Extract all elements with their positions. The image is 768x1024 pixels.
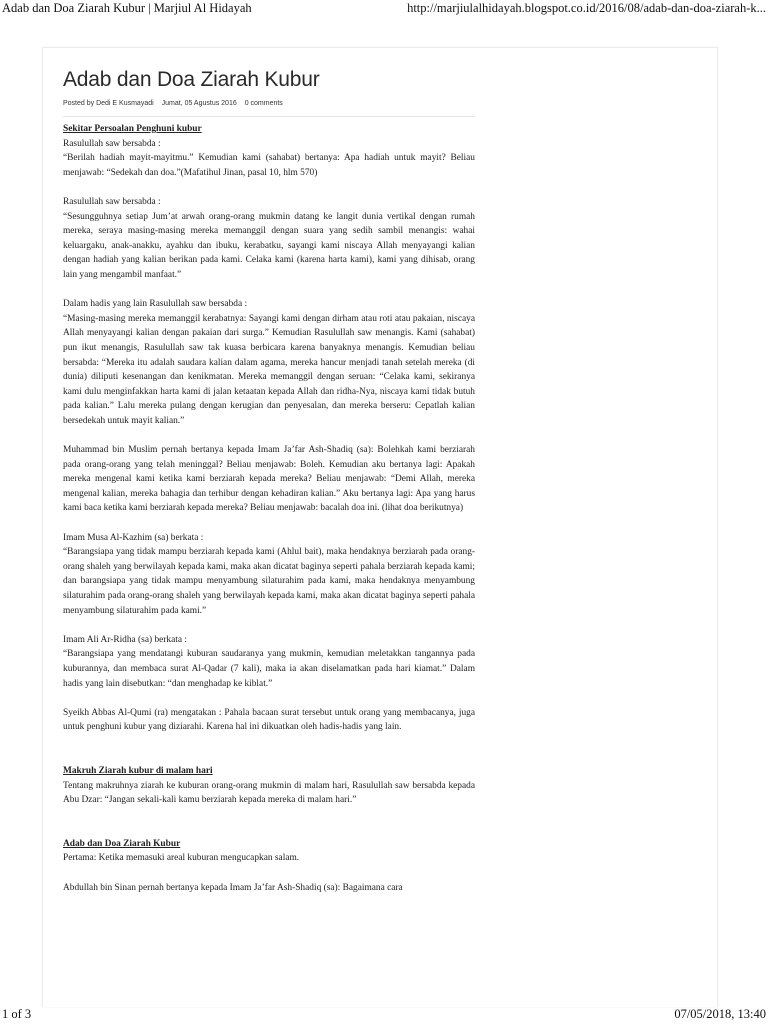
paragraph-label: Dalam hadis yang lain Rasulullah saw bersabda : [63, 299, 248, 310]
print-footer-page: 1 of 3 [2, 1007, 32, 1021]
print-footer-datetime: 07/05/2018, 13:40 [674, 1007, 766, 1021]
post-meta [63, 100, 475, 112]
paragraph-label: Imam Ali Ar-Ridha (sa) berkata : [63, 634, 187, 645]
paragraph: Syeikh Abbas Al-Qumi (ra) mengatakan : Pahala bacaan surat tersebut untuk orang yang membacanya, juga untuk penghuni kubur yang diziarahi. Karena hal ini dikuatkan oleh hadis-hadis yang lain. [63, 707, 475, 733]
paragraph: “Barangsiapa yang mendatangi kuburan saudaranya yang mukmin, kemudian meletakkan tangannya pada kuburannya, dan membaca surat Al-Qadar (7 kali), maka ia akan diselamatkan pada hari kiamat.” Dalam hadis yang lain disebutkan: “dan menghadap ke kiblat.” [63, 649, 475, 689]
paragraph: Tentang makruhnya ziarah ke kuburan orang-orang mukmin di malam hari, Rasulullah saw bersabda kepada Abu Dzar: “Jangan sekali-kali kamu berziarah kepada mereka di malam hari.” [63, 780, 475, 806]
post-date: Jumat, 05 Agustus 2016 [161, 100, 237, 107]
post-card [42, 47, 718, 1007]
section-heading-makruh-ziarah: Makruh Ziarah kubur di malam hari [63, 765, 213, 776]
print-header-title: Adab dan Doa Ziarah Kubur | Marjiul Al Hidayah [2, 1, 252, 15]
print-header-url: http://marjiulalhidayah.blogspot.co.id/2016/08/adab-dan-doa-ziarah-k... [407, 1, 766, 15]
paragraph: “Sesungguhnya setiap Jum’at arwah orang-orang mukmin datang ke langit dunia vertikal dengan rumah mereka, seraya masing-masing mereka memanggil dengan suara yang sedih sambil menangis: wahai keluargaku, anak-anakku, ayahku dan ibuku, kerabatku, sayangi kami niscaya Allah menyayangi kalian dengan hadiah yang kalian berikan pada kami. Celaka kami (karena harta kami), kami yang dihisab, orang lain yang mengambil manfaat.” [63, 211, 475, 280]
meta-divider [63, 116, 475, 117]
paragraph-label: Rasulullah saw bersabda : [63, 138, 161, 149]
section-heading-adab-doa: Adab dan Doa Ziarah Kubur [63, 838, 181, 849]
paragraph: “Berilah hadiah mayit-mayitmu.” Kemudian kami (sahabat) bertanya: Apa hadiah untuk mayit? Beliau menjawab: “Sedekah dan doa.”(Mafatihul Jinan, pasal 10, hlm 570) [63, 153, 475, 178]
paragraph: “Masing-masing mereka memanggil kerabatnya: Sayangi kami dengan dirham atau roti atau pakaian, niscaya Allah menyayangi kalian dengan pakaian dari surga.” Kemudian Rasulullah saw menangis. Kami (sahabat) pun ikut menangis, Rasulullah saw tak kuasa berbicara karena banyaknya menangis. Kemudian beliau bersabda: “Mereka itu adalah saudara kalian dalam agama, mereka hancur menjadi tanah setelah mereka (di dunia) diliputi kesenangan dan kenikmatan. Mereka memanggil dengan seruan: “Celaka kami, sekiranya kami dulu menginfakkan harta kami di jalan ketaatan kepada Allah dan ridha-Nya, niscaya kami tidak butuh pada kalian.” Lalu mereka pulang dengan kerugian dan penyesalan, dan mereka berseru: Cepatlah kalian bersedekah untuk mayit kalian.” [63, 313, 475, 426]
paragraph: Muhammad bin Muslim pernah bertanya kepada Imam Ja’far Ash-Shadiq (sa): Bolehkah kami berziarah pada orang-orang yang telah meninggal? Beliau menjawab: Boleh. Kemudian aku bertanya lagi: Apakah mereka mengenal kami ketika kami berziarah kepada mereka? Beliau menjawab: “Demi Allah, mereka mengenal kalian, mereka bahagia dan terhibur dengan kehadiran kalian.” Aku bertanya lagi: Apa yang harus kami baca ketika kami berziarah kepada mereka? Beliau menjawab: bacalah doa ini. (lihat doa berikutnya) [63, 445, 475, 514]
paragraph: “Barangsiapa yang tidak mampu berziarah kepada kami (Ahlul bait), maka hendaknya berziarah pada orang-orang shaleh yang berwilayah kepada kami, maka akan dicatat baginya seperti pahala berziarah kepada kami; dan barangsiapa yang tidak mampu menyambung silaturahim pada kami, maka hendaknya menyambung silaturahim pada orang-orang shaleh yang berwilayah kepada kami, maka akan dicatat baginya seperti pahala menyambung silaturahim pada kami.” [63, 547, 475, 616]
post-body [63, 122, 475, 895]
paragraph: Pertama: Ketika memasuki areal kuburan mengucapkan salam. [63, 853, 300, 864]
paragraph-label: Imam Musa Al-Kazhim (sa) berkata : [63, 532, 204, 543]
section-heading-penghuni-kubur: Sekitar Persoalan Penghuni kubur [63, 124, 202, 134]
post-author-link[interactable]: Posted by Dedi E Kusmayadi [63, 100, 154, 107]
post-title: Adab dan Doa Ziarah Kubur [63, 68, 320, 91]
post-comments-link[interactable]: 0 comments [244, 100, 283, 107]
paragraph: Abdullah bin Sinan pernah bertanya kepada Imam Ja’far Ash-Shadiq (sa): Bagaimana cara [63, 882, 403, 893]
paragraph-label: Rasulullah saw bersabda : [63, 196, 161, 207]
post-content [63, 66, 475, 895]
